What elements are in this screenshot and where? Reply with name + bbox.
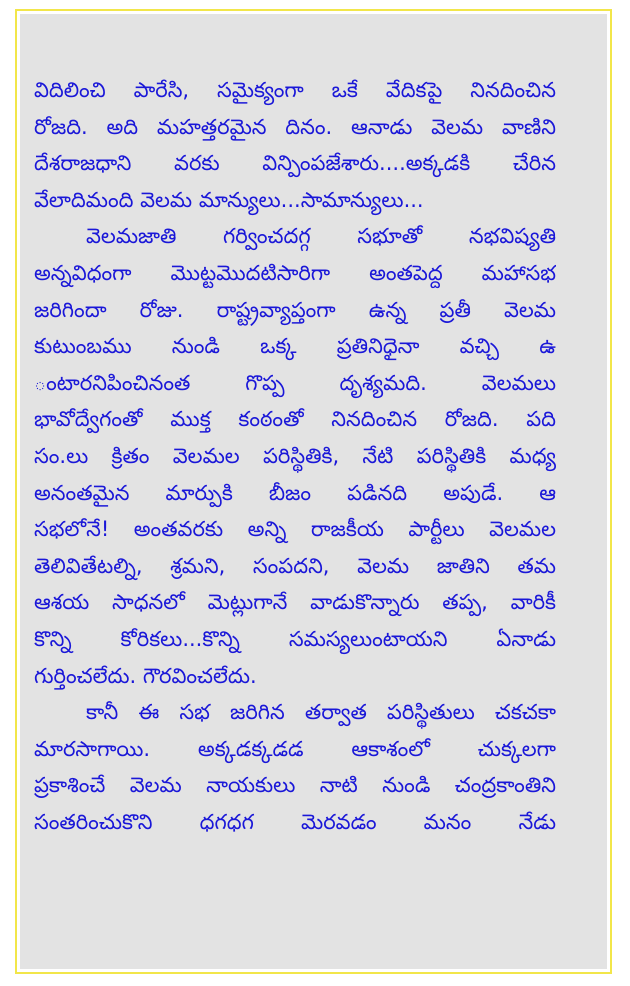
text-line: వేలాదిమంది వెలమ మాన్యులు...సామాన్యులు... bbox=[34, 187, 424, 212]
text-line: దేశరాజధాని వరకు విన్పింపజేశారు....అక్కడకి చేరిన bbox=[34, 151, 556, 176]
paragraph-3 bbox=[34, 694, 556, 840]
text-line: తెలివితేటల్ని, శ్రమని, సంపదని, వెలమ జాతిని తమ bbox=[34, 553, 556, 578]
text-line: గుర్తించలేదు. గౌరవించలేదు. bbox=[34, 663, 257, 688]
text-line: సభలోనే! అంతవరకు అన్ని రాజకీయ పార్టీలు వెలమల bbox=[34, 517, 556, 542]
text-line: అన్నవిధంగా మొట్టమొదటిసారిగా అంతపెద్ద మహాసభ bbox=[34, 260, 556, 285]
text-line: కుటుంబము నుండి ఒక్క ప్రతినిధైనా వచ్చి ఉ bbox=[34, 334, 556, 359]
text-line: అనంతమైన మార్పుకి బీజం పడినది అపుడే. ఆ bbox=[34, 480, 556, 505]
text-line: విదిలించి పారేసి, సమైక్యంగా ఒకే వేదికపై నినదించిన bbox=[34, 78, 556, 102]
text-body bbox=[34, 72, 556, 840]
text-line: ఆశయ సాధనలో మెట్లుగానే వాడుకొన్నారు తప్ప, వారికీ bbox=[34, 590, 556, 615]
text-line: వెలమజాతి గర్వించదగ్గ సభూతో నభవిష్యతి bbox=[86, 224, 556, 249]
text-line: భావోద్వేగంతో ముక్త కంఠంతో నినదించిన రోజది. పది bbox=[34, 407, 556, 432]
text-line: రోజది. అది మహత్తరమైన దినం. ఆనాడు వెలమ వాణిని bbox=[34, 114, 556, 139]
text-line: కొన్ని కోరికలు...కొన్ని సమస్యలుంటాయని ఏనాడు bbox=[34, 626, 556, 651]
paragraph-2 bbox=[34, 218, 556, 694]
text-line: ప్రకాశించే వెలమ నాయకులు నాటి నుండి చంద్రకాంతిని bbox=[34, 773, 556, 798]
text-line: సం.లు క్రితం వెలమల పరిస్థితికి, నేటి పరిస్థితికి మధ్య bbox=[34, 443, 556, 468]
text-line: ంటారనిపించినంత గొప్ప దృశ్యమది. వెలమలు bbox=[34, 370, 556, 395]
text-line: జరిగిందా రోజు. రాష్ట్రవ్యాప్తంగా ఉన్న ప్రతీ వెలమ bbox=[34, 297, 556, 322]
text-line: సంతరించుకొని ధగధగ మెరవడం మనం నేడు bbox=[34, 809, 556, 834]
paragraph-1 bbox=[34, 72, 556, 218]
text-line: మారసాగాయి. అక్కడక్కడడ ఆకాశంలో చుక్కలగా bbox=[34, 736, 556, 761]
text-line: కానీ ఈ సభ జరిగిన తర్వాత పరిస్థితులు చకచకా bbox=[86, 700, 556, 725]
